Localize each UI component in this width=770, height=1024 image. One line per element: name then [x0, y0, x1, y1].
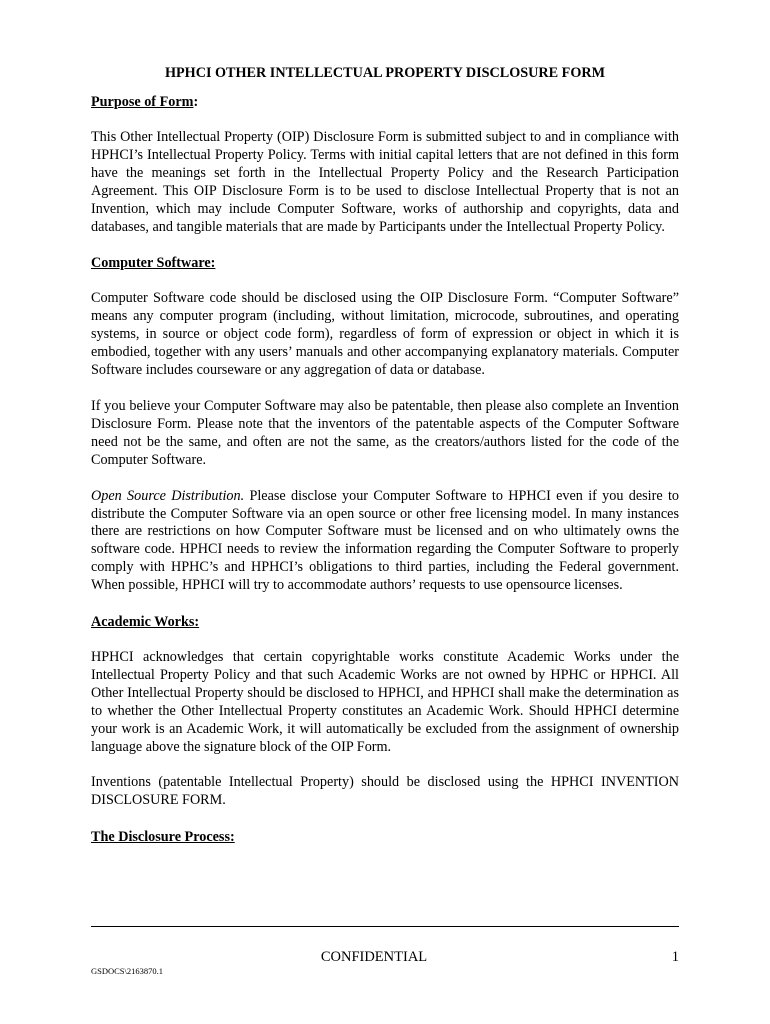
footer-page-number: 1 — [671, 949, 679, 965]
footer-confidential: CONFIDENTIAL — [320, 949, 428, 965]
purpose-paragraph: This Other Intellectual Property (OIP) Disclosure Form is submitted subject to and in compliance with HPHCI’s Intellectual Property Policy. Terms with initial capital letters that are not defined in this form have the meanings set forth in the Intellectual Property Policy and the Research Participation Agreement. This OIP Disclosure Form is to be used to disclose Intellectual Property that is not an Invention, which may include Computer Software, works of authorship and copyrights, data and databases, and tangible materials that are made by Participants under the Intellectual Property Policy. — [91, 129, 679, 235]
software-heading-text: Computer Software: — [91, 255, 216, 272]
document-title: HPHCI OTHER INTELLECTUAL PROPERTY DISCLOSURE FORM — [164, 65, 606, 81]
academic-heading — [91, 613, 679, 631]
software-heading — [91, 254, 679, 272]
purpose-heading-colon: : — [193, 94, 199, 110]
process-heading — [91, 828, 679, 846]
software-paragraph-2: If you believe your Computer Software may also be patentable, then please also complete an Invention Disclosure Form. Please note that the inventors of the patentable aspects of the Computer Software need not be the same, and often are not the same, as the creators/authors listed for the code of the Computer Software. — [91, 397, 679, 468]
purpose-heading-text: Purpose of Form — [91, 94, 194, 110]
purpose-heading — [91, 93, 679, 111]
open-source-text: Please disclose your Computer Software to HPHCI even if you desire to distribute the Computer Software via an open source or other free licensing model. In many instances there are restrictions on how Computer Software must be licensed and on who ultimately owns the software code. HPHCI needs to review the information regarding the Computer Software to properly comply with HPHC’s and HPHCI’s obligations to third parties, including the Federal government. When possible, HPHCI will try to accommodate authors’ requests to use opensource licenses. — [91, 487, 679, 594]
academic-paragraph-2: Inventions (patentable Intellectual Property) should be disclosed using the HPHCI INVENTION DISCLOSURE FORM. — [91, 774, 679, 809]
footer-doc-id: GSDOCS\2163870.1 — [91, 966, 164, 976]
document-page — [91, 64, 679, 864]
process-heading-text: The Disclosure Process: — [91, 829, 235, 846]
open-source-label: Open Source Distribution. — [91, 487, 245, 504]
academic-heading-text: Academic Works: — [91, 614, 200, 631]
academic-paragraph-1: HPHCI acknowledges that certain copyrightable works constitute Academic Works under the Intellectual Property Policy and that such Academic Works are not owned by HPHC or HPHCI. All Other Intellectual Property should be disclosed to HPHCI, and HPHCI shall make the determination as to whether the Other Intellectual Property constitutes an Academic Work. Should HPHCI determine your work is an Academic Work, it will automatically be excluded from the assignment of ownership language above the signature block of the OIP Form. — [91, 649, 679, 755]
footer-divider — [91, 926, 679, 927]
software-paragraph-1: Computer Software code should be disclosed using the OIP Disclosure Form. “Computer Software” means any computer program (including, without limitation, microcode, subroutines, and operating systems, in source or object code form), regardless of form of expression or object in which it is embodied, together with any users’ manuals and other accompanying explanatory materials. Computer Software includes courseware or any aggregation of data or database. — [91, 290, 679, 379]
open-source-paragraph — [91, 488, 679, 595]
